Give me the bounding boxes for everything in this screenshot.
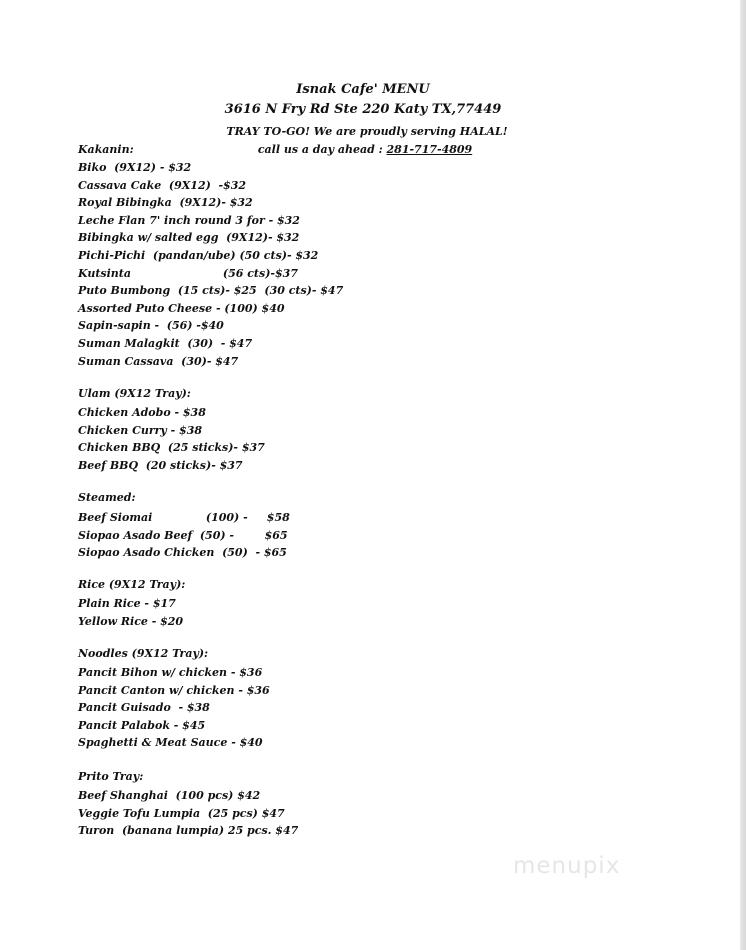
menu-item: Yellow Rice - $20 (78, 614, 184, 628)
menu-item: Sapin-sapin - (56) -$40 (78, 319, 224, 333)
menu-item: Assorted Puto Cheese - (100) $40 (78, 301, 285, 315)
menu-item: Chicken Curry - $38 (78, 423, 202, 437)
menu-item: Beef Shanghai (100 pcs) $42 (78, 789, 261, 802)
call-prefix: call us a day ahead : (257, 143, 387, 156)
menu-item: Spaghetti & Meat Sauce - $40 (78, 736, 263, 750)
menu-item: Pancit Palabok - $45 (78, 718, 206, 732)
menu-item: Pancit Guisado - $38 (78, 701, 210, 715)
menu-title: Isnak Cafe' MENU (296, 82, 430, 97)
menu-item: Leche Flan 7' inch round 3 for - $32 (78, 213, 300, 227)
menu-item: Plain Rice - $17 (78, 597, 176, 610)
menu-item: Bibingka w/ salted egg (9X12)- $32 (78, 231, 300, 245)
section-title-noodles: Noodles (9X12 Tray): (78, 647, 209, 660)
menu-item: Suman Cassava (30)- $47 (78, 354, 239, 368)
menu-item: Puto Bumbong (15 cts)- $25 (30 cts)- $47 (78, 284, 344, 298)
menu-item: Pancit Canton w/ chicken - $36 (78, 683, 270, 697)
menu-item: Kutsinta (56 cts)-$37 (78, 266, 298, 280)
kakanin-list (78, 159, 343, 370)
section-title-prito: Prito Tray: (78, 770, 144, 783)
menu-item: Siopao Asado Chicken (50) - $65 (78, 546, 287, 560)
menu-item: Biko (9X12) - $32 (78, 161, 192, 174)
section-title-steamed: Steamed: (78, 491, 136, 504)
menupix-watermark: menupix (513, 853, 621, 879)
steamed-list (78, 509, 290, 562)
noodles-list (78, 664, 270, 752)
phone-number: 281-717-4809 (386, 143, 473, 156)
menu-item: Turon (banana lumpia) 25 pcs. $47 (78, 824, 299, 838)
section-title-kakanin: Kakanin: (78, 143, 134, 156)
prito-list (78, 787, 298, 840)
menu-item: Beef BBQ (20 sticks)- $37 (78, 458, 243, 472)
menu-item: Suman Malagkit (30) - $47 (78, 336, 253, 350)
menu-item: Beef Siomai (100) - $58 (78, 511, 290, 524)
menu-item: Chicken Adobo - $38 (78, 406, 206, 419)
page-edge (740, 0, 746, 950)
menu-item: Cassava Cake (9X12) -$32 (78, 178, 246, 192)
ulam-list (78, 404, 265, 474)
rice-list (78, 595, 183, 630)
tray-note: TRAY TO-GO! We are proudly serving HALAL! (226, 125, 508, 138)
menu-item: Royal Bibingka (9X12)- $32 (78, 196, 253, 210)
menu-item: Chicken BBQ (25 sticks)- $37 (78, 441, 265, 455)
section-title-rice: Rice (9X12 Tray): (78, 578, 186, 591)
section-title-ulam: Ulam (9X12 Tray): (78, 387, 191, 400)
menu-item: Siopao Asado Beef (50) - $65 (78, 528, 288, 542)
menu-item: Pancit Bihon w/ chicken - $36 (78, 666, 263, 679)
address: 3616 N Fry Rd Ste 220 Katy TX,77449 (224, 102, 502, 117)
menu-item: Veggie Tofu Lumpia (25 pcs) $47 (78, 806, 285, 820)
menu-item: Pichi-Pichi (pandan/ube) (50 cts)- $32 (78, 248, 319, 262)
